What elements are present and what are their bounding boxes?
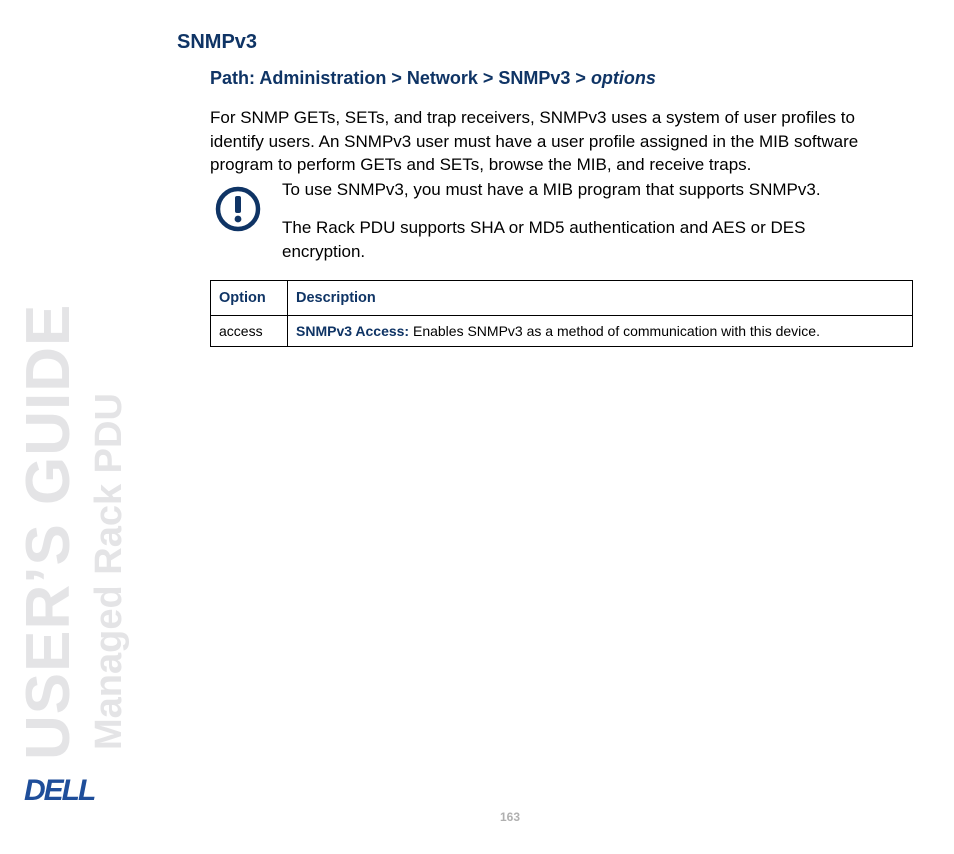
column-header-option: Option: [211, 281, 288, 316]
column-header-description: Description: [288, 281, 913, 316]
page-number: 163: [500, 810, 521, 824]
exclamation-note-icon: [215, 186, 257, 228]
managed-rack-pdu-label: Managed Rack PDU: [88, 393, 130, 750]
table-row: [211, 316, 913, 347]
description-label: SNMPv3 Access:: [296, 323, 410, 339]
intro-paragraph: For SNMP GETs, SETs, and trap receivers, SNMPv3 uses a system of user profiles to identify users. An SNMPv3 user must have a user profile assigned in the MIB software program to perform GETs and SETs, browse the MIB, and receive traps.: [210, 108, 859, 174]
dell-logo-text: DELL: [24, 774, 95, 807]
options-table: [210, 280, 913, 347]
path-option: options: [590, 68, 656, 88]
dell-logo: [24, 776, 94, 806]
description-cell: [288, 316, 913, 347]
note-line-1: To use SNMPv3, you must have a MIB program that supports SNMPv3.: [282, 180, 821, 199]
description-text: Enables SNMPv3 as a method of communication with this device.: [412, 323, 820, 339]
side-guide-title: [14, 303, 130, 760]
path-prefix: Path: Administration > Network > SNMPv3 >: [210, 68, 586, 88]
section-heading: SNMPv3: [177, 31, 258, 53]
table-header-row: [211, 281, 913, 316]
note-line-2: The Rack PDU supports SHA or MD5 authentication and AES or DES encryption.: [282, 218, 806, 261]
option-cell: access: [211, 316, 288, 347]
navigation-path: [210, 68, 656, 89]
users-guide-label: USER’S GUIDE: [14, 303, 83, 760]
